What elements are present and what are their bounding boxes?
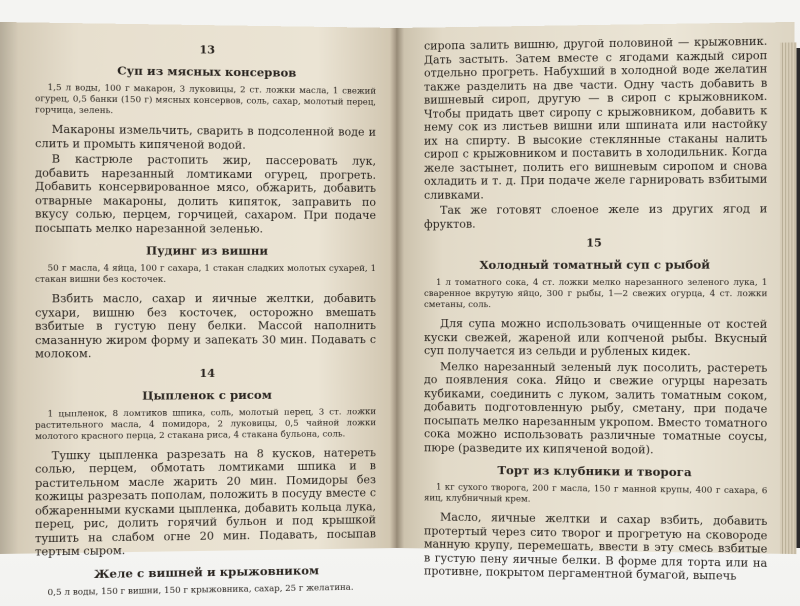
- recipe-title: Суп из мясных консервов: [117, 63, 297, 80]
- book-spine: [390, 28, 404, 548]
- recipe-title: Торт из клубники и творога: [497, 463, 692, 480]
- section-number: 14: [199, 366, 216, 380]
- recipe-paragraph: Для супа можно использовать очищенные от костей куски свежей, жареной или копченой рыбы. Вкусный суп получается из сельди и рубленых кидек.: [424, 317, 768, 359]
- right-page: [396, 22, 795, 583]
- recipe-paragraph: Так же готовят слоеное желе из других ягод и фруктов.: [424, 202, 768, 231]
- left-page-content: [35, 35, 376, 605]
- page-edges: [780, 42, 797, 554]
- recipe-title: Холодный томатный суп с рыбой: [479, 257, 711, 272]
- recipe-title: Пудинг из вишни: [145, 243, 269, 258]
- recipe-paragraph: В кастрюле растопить жир, пассеровать лук, добавить нарезанный ломтиками огурец, прогреть. Добавить консервированное мясо, обжарить, добавить отварные макароны, долить кипяток, заправить по вкусу солью, перцем, горчицей, сахаром. При подаче посыпать мелко нарезанной зеленью.: [35, 152, 377, 236]
- left-page: [0, 22, 396, 598]
- section-number: 15: [586, 236, 602, 250]
- recipe-ingredients: 1 цыпленок, 8 ломтиков шпика, соль, молотый перец, 3 ст. ложки растительного масла, 4 помидора, 2 луковицы, 0,5 чайной ложки молотого красного перца, 2 стакана риса, 4 стакана бульона, соль.: [35, 406, 377, 442]
- page-number: 13: [199, 43, 216, 57]
- recipe-ingredients: 1 кг сухого творога, 200 г масла, 150 г манной крупы, 400 г сахара, 6 яиц, клубничный крем.: [424, 482, 768, 505]
- recipe-ingredients: 50 г масла, 4 яйца, 100 г сахара, 1 стакан сладких молотых сухарей, 1 стакан вишни без косточек.: [35, 263, 377, 285]
- recipe-paragraph: сиропа залить вишню, другой половиной — крыжовник. Дать застыть. Затем вместе с ягодами каждый сироп отдельно прогреть. Набухший в холодной воде желатин также разделить на две части. Одну часть добавить в вишневый сироп, другую — в сироп с крыжовником. Чтобы придать цвет сиропу с крыжовником, добавить к нему сок из листьев вишни или шпината или настойку их на спирту. В высокие стеклянные стаканы налить сироп с крыжовником и поставить в холодильник. Когда желе застынет, полить его вишневым сиропом и снова охладить и т. д. При подаче желе гарнировать взбитыми сливками.: [424, 34, 768, 202]
- recipe-ingredients: 1,5 л воды, 100 г макарон, 3 луковицы, 2 ст. ложки масла, 1 свежий огурец, 0,5 банки (150 г) мясных консервов, соль, сахар, молотый перец, горчица, зелень.: [35, 82, 377, 117]
- recipe-paragraph: Тушку цыпленка разрезать на 8 кусков, натереть солью, перцем, обмотать ломтиками шпика и в растительном масле жарить 20 мин. Помидоры без кожицы разрезать пополам, положить в посуду вместе с обжаренными кусками цыпленка, добавить кольца лука, перец, рис, долить горячий бульон и под крышкой тушить на слабом огне 20 мин. Подавать, посыпав тертым сыром.: [35, 445, 377, 559]
- recipe-ingredients: 0,5 л воды, 150 г вишни, 150 г крыжовника, сахар, 25 г желатина.: [47, 582, 354, 598]
- recipe-ingredients: 1 л томатного сока, 4 ст. ложки мелко нарезанного зеленого лука, 1 сваренное вкрутую яйцо, 300 г рыбы, 1—2 свежих огурца, 4 ст. ложки сметаны, соль.: [424, 277, 768, 311]
- right-page-content: [424, 35, 767, 586]
- recipe-title: Желе с вишней и крыжовником: [93, 562, 320, 581]
- open-book: [6, 28, 796, 598]
- recipe-paragraph: Взбить масло, сахар и яичные желтки, добавить сухари, вишню без косточек, осторожно вмешать взбитые в густую пену белки. Массой наполнить смазанную жиром форму и запекать 30 мин. Подавать с молоком.: [35, 292, 377, 361]
- recipe-paragraph: Масло, яичные желтки и сахар взбить, добавить протертый через сито творог и прогретую на сковороде манную крупу, перемешать, ввести в эту смесь взбитые в густую пену яичные белки. В форме для торта или на противне, покрытом пергаментной бумагой, выпечь: [424, 510, 768, 583]
- recipe-paragraph: Мелко нарезанный зеленый лук посолить, растереть до появления сока. Яйцо и свежие огурцы нарезать кубиками, соединить с луком, залить томатным соком, добавить подготовленную рыбу, сметану, при подаче посыпать мелко нарезанным укропом. Вместо томатного сока можно использовать различные томатные соусы, пюре (разведите их кипяченой водой).: [424, 359, 768, 456]
- recipe-paragraph: Макароны измельчить, сварить в подсоленной воде и слить и промыть кипяченой водой.: [35, 122, 377, 152]
- recipe-title: Цыпленок с рисом: [142, 387, 272, 403]
